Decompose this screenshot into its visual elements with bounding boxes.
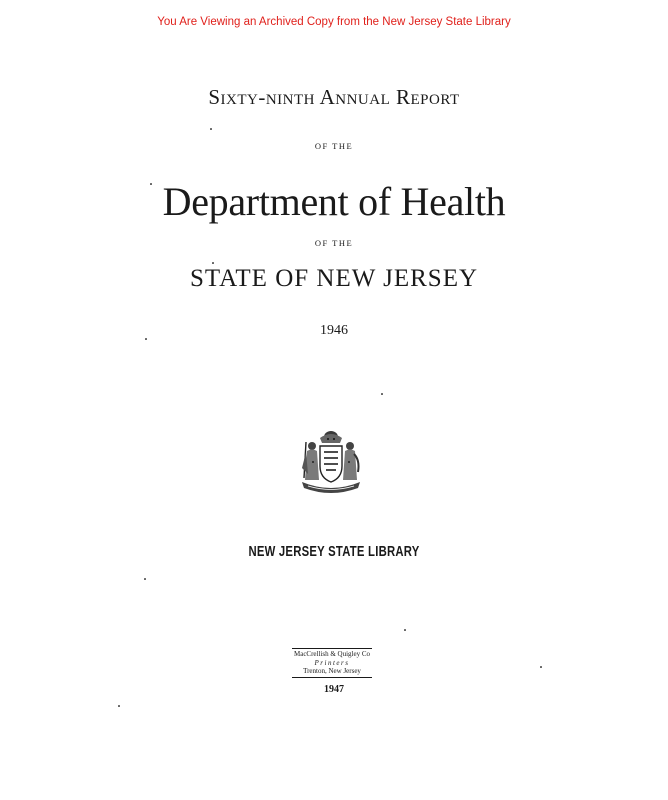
library-stamp: NEW JERSEY STATE LIBRARY (248, 544, 420, 560)
scan-speck (381, 393, 383, 395)
report-title: Sixty-ninth Annual Report (208, 85, 460, 109)
scan-speck (150, 183, 152, 185)
printer-role: Printers (314, 658, 350, 667)
archive-banner: You Are Viewing an Archived Copy from the New Jersey State Library (157, 16, 511, 28)
scan-speck (145, 338, 147, 340)
of-the-label-2: OF THE (314, 238, 354, 248)
scan-speck (144, 578, 146, 580)
imprint-rule-top (292, 648, 372, 649)
scan-speck (118, 705, 120, 707)
report-year: 1946 (320, 323, 348, 338)
scan-speck (212, 262, 214, 264)
publication-year: 1947 (324, 684, 344, 695)
state-title: STATE OF NEW JERSEY (189, 265, 479, 292)
scan-speck (540, 666, 542, 668)
scan-speck (404, 629, 406, 631)
of-the-label: OF THE (314, 141, 354, 151)
printer-imprint (290, 648, 374, 678)
printer-city: Trenton, New Jersey (292, 667, 372, 678)
printer-name: MacCrellish & Quigley Co (293, 650, 371, 658)
scan-speck (210, 128, 212, 130)
department-title: Department of Health (162, 179, 506, 224)
new-jersey-state-seal-icon (298, 428, 364, 498)
